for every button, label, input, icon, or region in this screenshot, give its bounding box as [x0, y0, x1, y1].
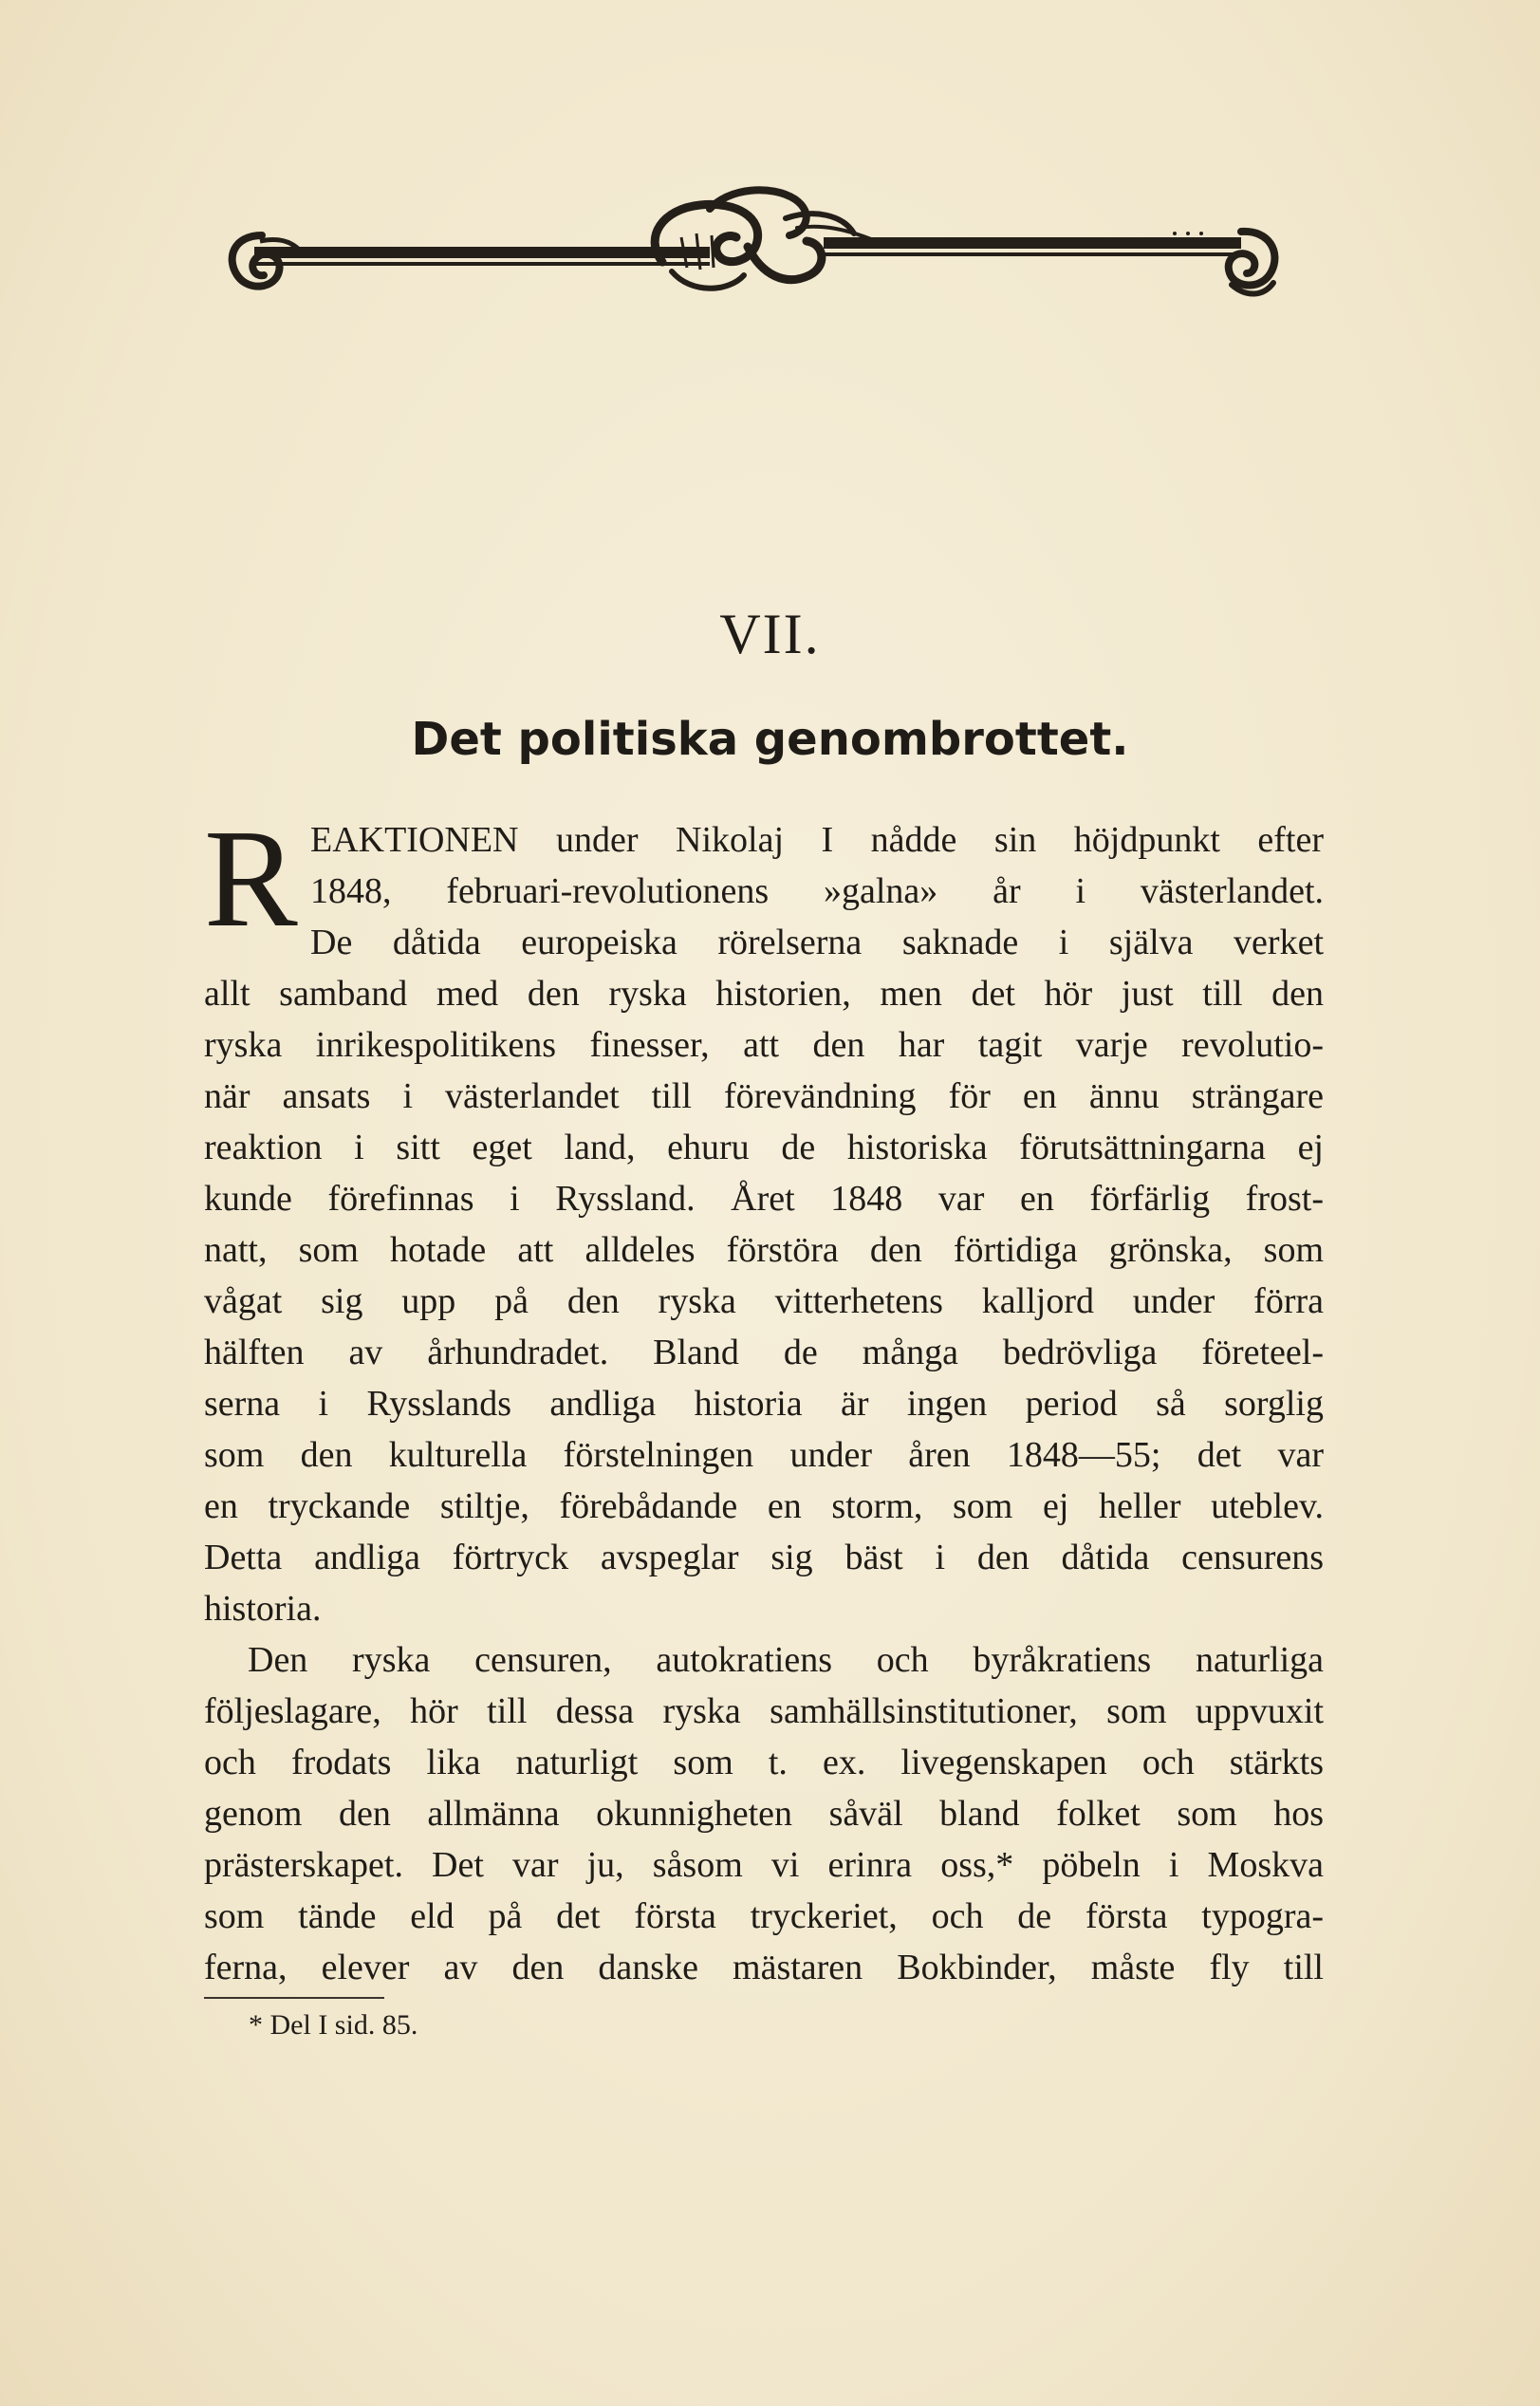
text-line: som den kulturella förstelningen under åren 1848—55; det var	[204, 1435, 1324, 1475]
text-line: kunde förefinnas i Ryssland. Året 1848 var en förfärlig frost-	[204, 1179, 1324, 1219]
text-line: och frodats lika naturligt som t. ex. livegenskapen och stärkts	[204, 1743, 1324, 1782]
text-line: vågat sig upp på den ryska vitterhetens kalljord under förra	[204, 1281, 1324, 1321]
paragraph	[204, 814, 1324, 1634]
text-line: ryska inrikespolitikens finesser, att den har tagit varje revolutio-	[204, 1025, 1324, 1065]
text-line: reaktion i sitt eget land, ehuru de historiska förutsättningarna ej	[204, 1128, 1324, 1167]
text-line: en tryckande stiltje, förebådande en storm, som ej heller uteblev.	[204, 1486, 1324, 1526]
body-text	[204, 814, 1324, 1993]
text-line: prästerskapet. Det var ju, såsom vi erinra oss,* pöbeln i Moskva	[204, 1845, 1324, 1885]
text-line: allt samband med den ryska historien, men det hör just till den	[204, 974, 1324, 1014]
paragraph	[204, 1634, 1324, 1993]
text-line: De dåtida europeiska rörelserna saknade i själva verket	[310, 923, 1324, 962]
chapter-title: Det politiska genombrottet.	[411, 713, 1129, 766]
text-line: som tände eld på det första tryckeriet, och de första typogra-	[204, 1896, 1324, 1936]
footnote: * Del I sid. 85.	[249, 2009, 418, 2041]
text-line: historia.	[204, 1589, 322, 1629]
text-line: serna i Rysslands andliga historia är ingen period så sorglig	[204, 1384, 1324, 1424]
text-line: hälften av århundradet. Bland de många bedrövliga företeel-	[204, 1333, 1324, 1372]
text-line: EAKTIONEN under Nikolaj I nådde sin höjdpunkt efter	[310, 820, 1324, 860]
text-line: ferna, elever av den danske mästaren Bokbinder, måste fly till	[204, 1948, 1324, 1987]
chapter-number: VII.	[719, 603, 821, 665]
ornamental-header-icon	[216, 180, 1298, 323]
text-line: 1848, februari-revolutionens »galna» år i västerlandet.	[310, 871, 1324, 911]
text-line: natt, som hotade att alldeles förstöra den förtidiga grönska, som	[204, 1230, 1324, 1270]
text-line: följeslagare, hör till dessa ryska samhällsinstitutioner, som uppvuxit	[204, 1691, 1324, 1731]
text-line: Detta andliga förtryck avspeglar sig bäst i den dåtida censurens	[204, 1538, 1324, 1577]
footnote-divider	[204, 1997, 384, 1999]
text-line: genom den allmänna okunnigheten såväl bland folket som hos	[204, 1794, 1324, 1834]
text-line: Den ryska censuren, autokratiens och byråkratiens naturliga	[248, 1640, 1324, 1680]
text-line: när ansats i västerlandet till förevändning för en ännu strängare	[204, 1076, 1324, 1116]
drop-capital: R	[204, 801, 298, 957]
